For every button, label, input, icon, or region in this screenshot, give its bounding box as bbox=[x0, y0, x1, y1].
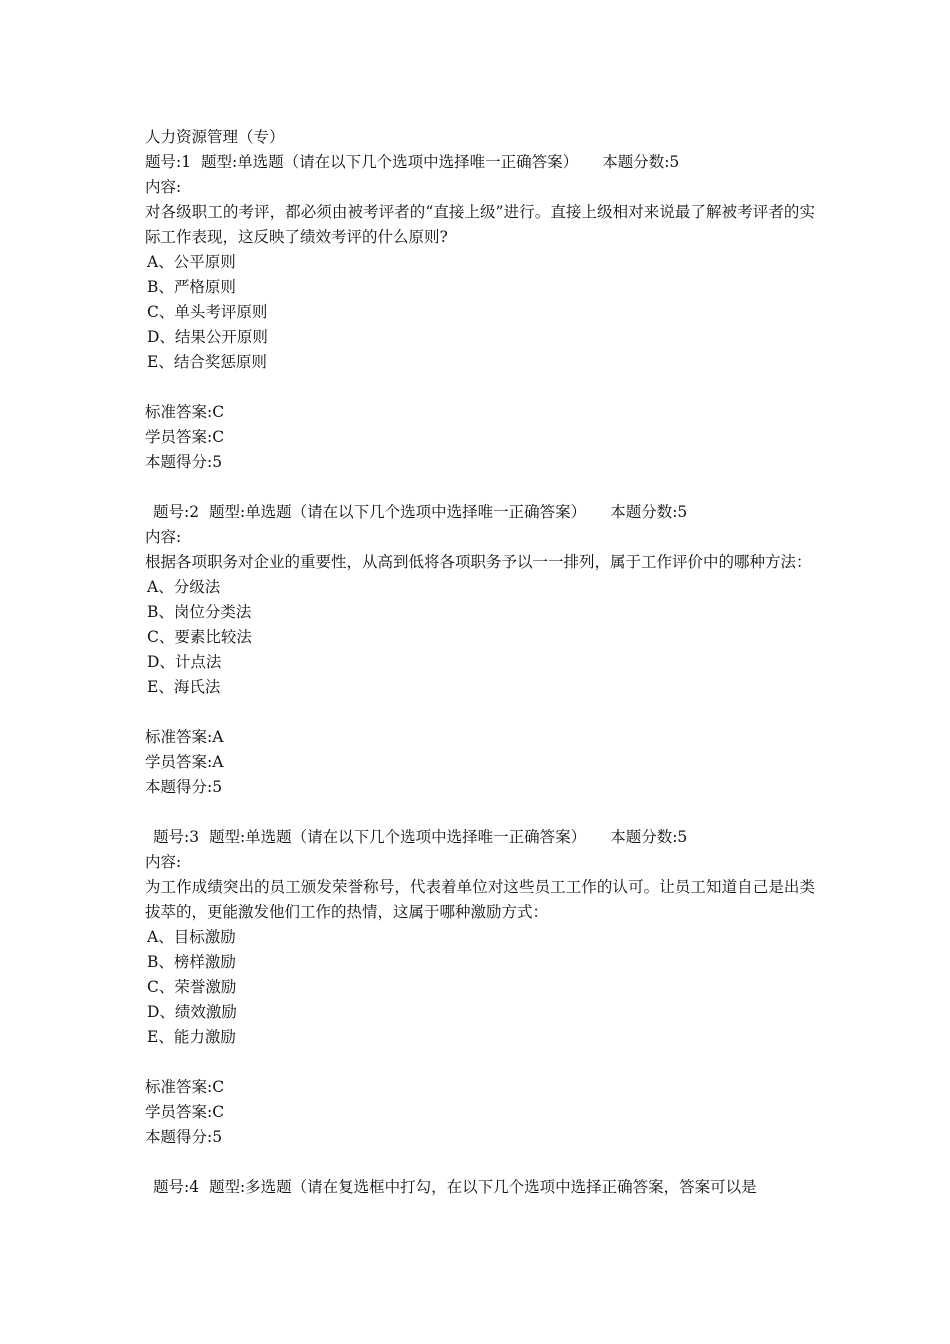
content-label: 内容: bbox=[145, 528, 182, 546]
option-d: D、计点法 bbox=[147, 653, 222, 671]
question-type: 题型:单选题（请在以下几个选项中选择唯一正确答案） bbox=[200, 153, 579, 171]
question-header bbox=[145, 500, 815, 525]
question-header bbox=[145, 150, 815, 175]
spacer bbox=[145, 800, 815, 825]
option-b: B、榜样激励 bbox=[147, 953, 236, 971]
question-type: 题型:单选题（请在以下几个选项中选择唯一正确答案） bbox=[208, 503, 587, 521]
question-got-score: 本题得分:5 bbox=[145, 453, 223, 471]
question-header bbox=[145, 1175, 815, 1200]
option-c: C、单头考评原则 bbox=[147, 303, 268, 321]
question-number: 题号:1 bbox=[145, 153, 192, 171]
student-answer: 学员答案:C bbox=[145, 1103, 225, 1121]
question-number: 题号:4 bbox=[153, 1178, 200, 1196]
question-header bbox=[145, 825, 815, 850]
option-b: B、严格原则 bbox=[147, 278, 236, 296]
question-block bbox=[145, 500, 815, 800]
standard-answer: 标准答案:A bbox=[145, 728, 224, 746]
question-block bbox=[145, 150, 815, 475]
option-e: E、海氏法 bbox=[147, 678, 221, 696]
question-got-score: 本题得分:5 bbox=[145, 778, 223, 796]
option-d: D、绩效激励 bbox=[147, 1003, 237, 1021]
content-label: 内容: bbox=[145, 853, 182, 871]
document-title: 人力资源管理（专） bbox=[145, 128, 285, 146]
spacer bbox=[145, 475, 815, 500]
spacer bbox=[145, 1050, 815, 1075]
question-number: 题号:3 bbox=[153, 828, 200, 846]
spacer bbox=[145, 700, 815, 725]
option-c: C、要素比较法 bbox=[147, 628, 252, 646]
standard-answer: 标准答案:C bbox=[145, 1078, 225, 1096]
question-block bbox=[145, 825, 815, 1150]
question-type: 题型:多选题（请在复选框中打勾，在以下几个选项中选择正确答案，答案可以是 bbox=[208, 1178, 757, 1196]
question-type: 题型:单选题（请在以下几个选项中选择唯一正确答案） bbox=[208, 828, 587, 846]
student-answer: 学员答案:C bbox=[145, 428, 225, 446]
option-e: E、结合奖惩原则 bbox=[147, 353, 267, 371]
question-block bbox=[145, 1175, 815, 1200]
spacer bbox=[145, 375, 815, 400]
question-content: 对各级职工的考评，都必须由被考评者的“直接上级”进行。直接上级相对来说最了解被考评者的实际工作表现，这反映了绩效考评的什么原则? bbox=[145, 203, 815, 246]
option-e: E、能力激励 bbox=[147, 1028, 236, 1046]
question-content: 根据各项职务对企业的重要性，从高到低将各项职务予以一一排列，属于工作评价中的哪种方法： bbox=[145, 553, 812, 571]
option-a: A、分级法 bbox=[147, 578, 221, 596]
question-score: 本题分数:5 bbox=[602, 153, 680, 171]
option-c: C、荣誉激励 bbox=[147, 978, 237, 996]
question-content: 为工作成绩突出的员工颁发荣誉称号，代表着单位对这些员工工作的认可。让员工知道自己是出类拔萃的，更能激发他们工作的热情，这属于哪种激励方式： bbox=[145, 878, 815, 921]
question-score: 本题分数:5 bbox=[610, 503, 688, 521]
option-a: A、公平原则 bbox=[147, 253, 236, 271]
document-page bbox=[145, 125, 815, 1200]
option-d: D、结果公开原则 bbox=[147, 328, 268, 346]
option-a: A、目标激励 bbox=[147, 928, 236, 946]
option-b: B、岗位分类法 bbox=[147, 603, 252, 621]
question-score: 本题分数:5 bbox=[610, 828, 688, 846]
question-got-score: 本题得分:5 bbox=[145, 1128, 223, 1146]
standard-answer: 标准答案:C bbox=[145, 403, 225, 421]
spacer bbox=[145, 1150, 815, 1175]
student-answer: 学员答案:A bbox=[145, 753, 224, 771]
question-number: 题号:2 bbox=[153, 503, 200, 521]
content-label: 内容: bbox=[145, 178, 182, 196]
